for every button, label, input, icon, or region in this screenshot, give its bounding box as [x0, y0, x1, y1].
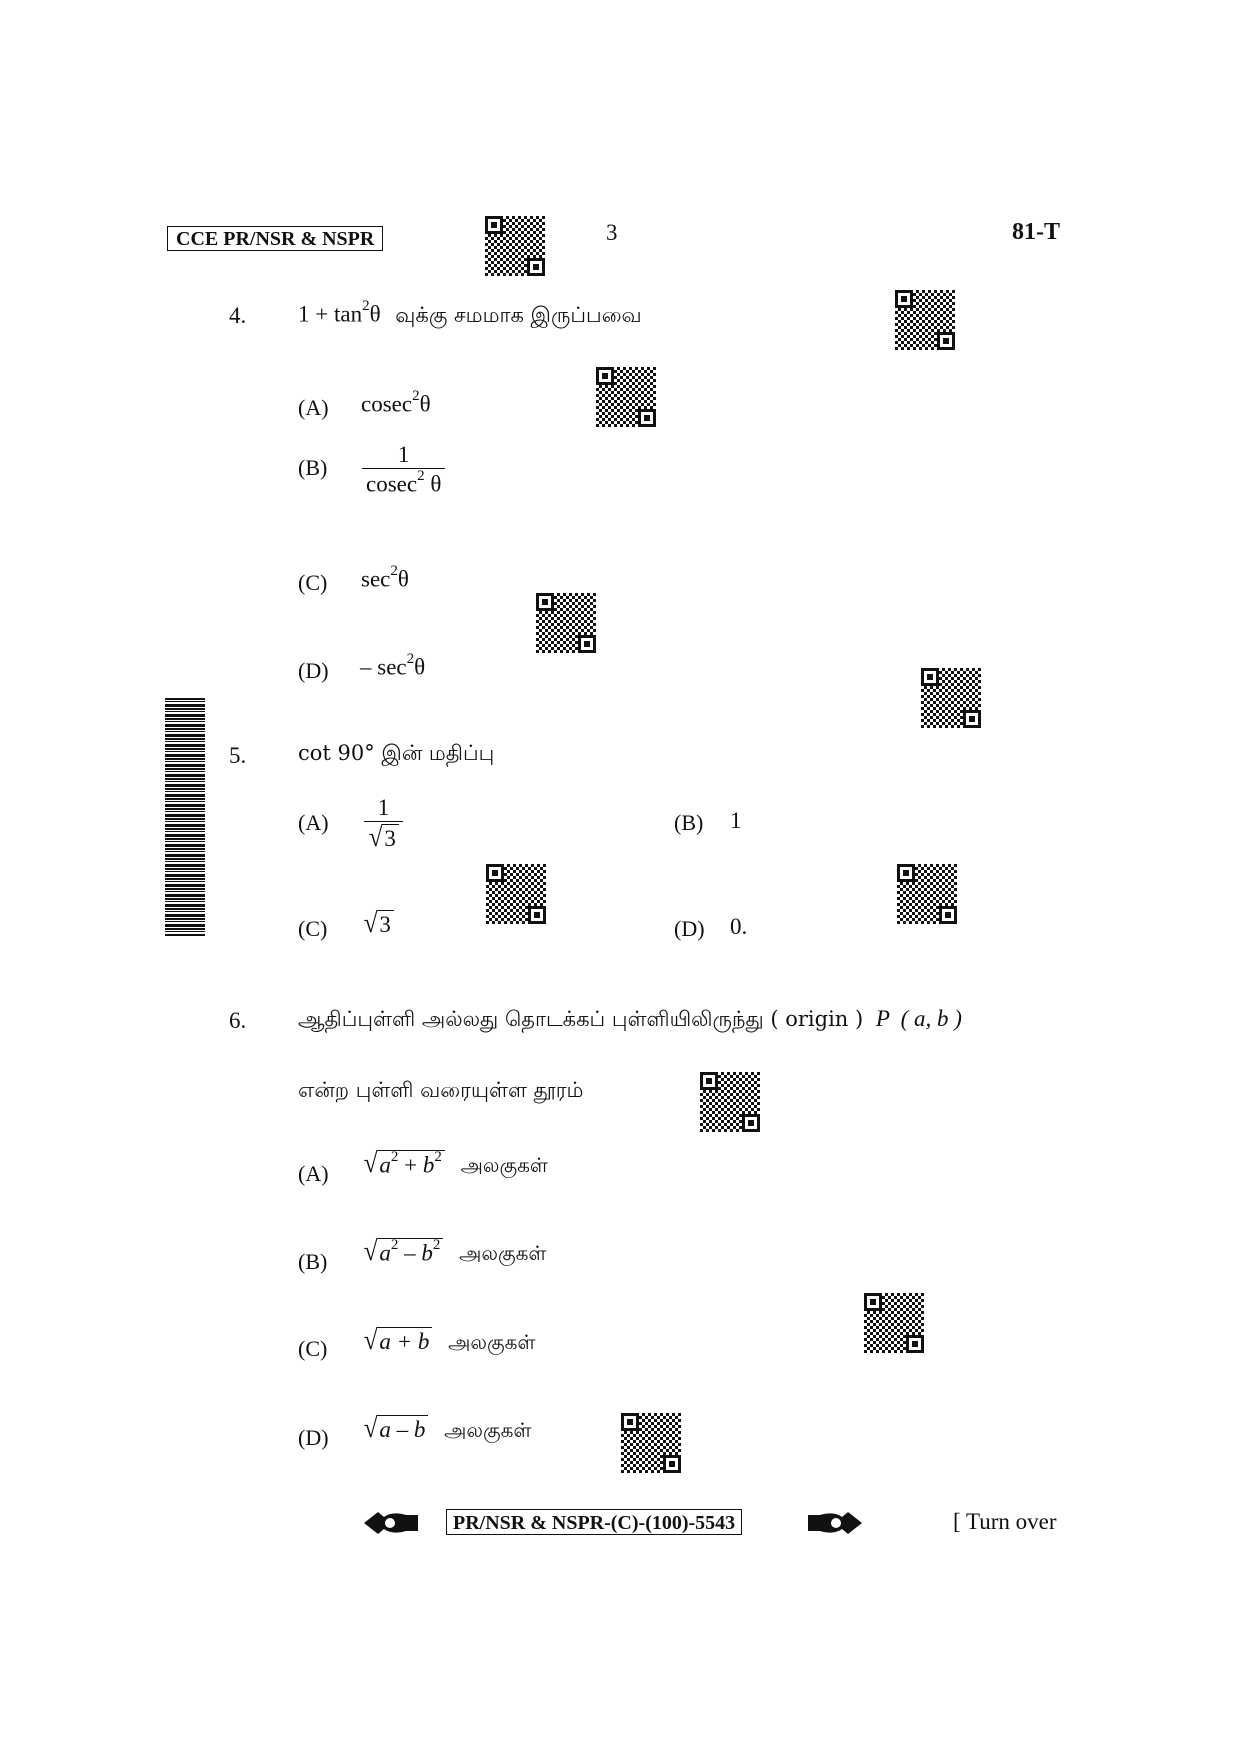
- question-number: 6.: [229, 1008, 247, 1033]
- ornament-right-icon: [806, 1508, 864, 1538]
- qr-code-icon: [864, 1293, 924, 1353]
- option-label: (B): [298, 1249, 328, 1274]
- option-expr: [364, 795, 403, 852]
- paper-code: 81-T: [1012, 219, 1060, 245]
- qr-code-icon: [921, 668, 981, 728]
- option-label: (D): [298, 658, 329, 683]
- qr-code-icon: [700, 1072, 760, 1132]
- qr-code-icon: [621, 1413, 681, 1473]
- option-expr: √ $a^2 + b^2$ அலகுகள்: [363, 1148, 548, 1179]
- qr-code-icon: [485, 216, 545, 276]
- option-label: (A): [298, 1161, 329, 1186]
- fraction-numerator: 1: [397, 442, 410, 467]
- question-number: 4.: [229, 303, 247, 328]
- option-label: (A): [298, 395, 329, 420]
- qr-code-icon: [596, 367, 656, 427]
- question-text-line2: என்ற புள்ளி வரையுள்ள தூரம்: [298, 1078, 584, 1102]
- option-label: (D): [298, 1425, 329, 1450]
- question-number: 5.: [229, 743, 247, 768]
- qr-code-icon: [486, 864, 546, 924]
- series-label: CCE PR/NSR & NSPR: [167, 226, 383, 251]
- footer-code: PR/NSR & NSPR-(C)-(100)-5543: [446, 1509, 742, 1535]
- qr-code-icon: [895, 290, 955, 350]
- option-expr: √ $a^2 - b^2$ அலகுகள்: [363, 1236, 547, 1267]
- point-label: P: [875, 1006, 890, 1031]
- ornament-left-icon: [362, 1508, 420, 1538]
- option-expr: √ 3: [363, 910, 394, 938]
- unit-text: அலகுகள்: [444, 1418, 532, 1442]
- point-coords: ( a, b ): [900, 1006, 962, 1031]
- fraction-numerator: 1: [377, 795, 390, 820]
- option-label: (A): [298, 810, 329, 835]
- turn-over-note: [ Turn over: [953, 1509, 1057, 1534]
- qr-code-icon: [897, 864, 957, 924]
- qr-code-icon: [536, 593, 596, 653]
- question-text: [298, 298, 642, 330]
- question-text: cot 90° இன் மதிப்பு: [298, 741, 495, 765]
- expr-lead: 1 + tan: [298, 301, 363, 327]
- option-expr: √ a – b அலகுகள்: [363, 1413, 532, 1444]
- option-label: (D): [674, 916, 705, 941]
- option-label: (B): [298, 455, 328, 480]
- option-expr: √ a + b அலகுகள்: [363, 1325, 536, 1356]
- option-expr: cosec$^2$θ: [361, 388, 431, 417]
- question-tamil-text: வுக்கு சமமாக இருப்பவை: [395, 302, 642, 327]
- expr-sup: 2: [362, 298, 370, 314]
- unit-text: அலகுகள்: [459, 1241, 547, 1265]
- option-label: (C): [298, 1336, 328, 1361]
- unit-text: அலகுகள்: [460, 1153, 548, 1177]
- question-text: ஆதிப்புள்ளி அல்லது தொடக்கப் புள்ளியிலிருந்து ( origin ) P ( a, b ): [298, 1006, 962, 1031]
- option-expr: – $\sec^2\theta$: [360, 651, 426, 680]
- option-label: (C): [298, 570, 328, 595]
- fraction-denominator: cosec$^2$ θ: [362, 468, 445, 498]
- option-expr: $\sec^2\theta$: [361, 563, 409, 592]
- option-label: (B): [674, 810, 704, 835]
- page-number: 3: [606, 220, 618, 245]
- fraction-denominator: √ 3: [364, 821, 403, 852]
- option-expr: [362, 442, 445, 498]
- expr-var: θ: [369, 301, 381, 327]
- barcode-icon: [165, 698, 205, 936]
- option-expr: 1: [730, 808, 742, 833]
- unit-text: அலகுகள்: [448, 1330, 536, 1354]
- option-expr: 0.: [730, 914, 748, 939]
- option-label: (C): [298, 916, 328, 941]
